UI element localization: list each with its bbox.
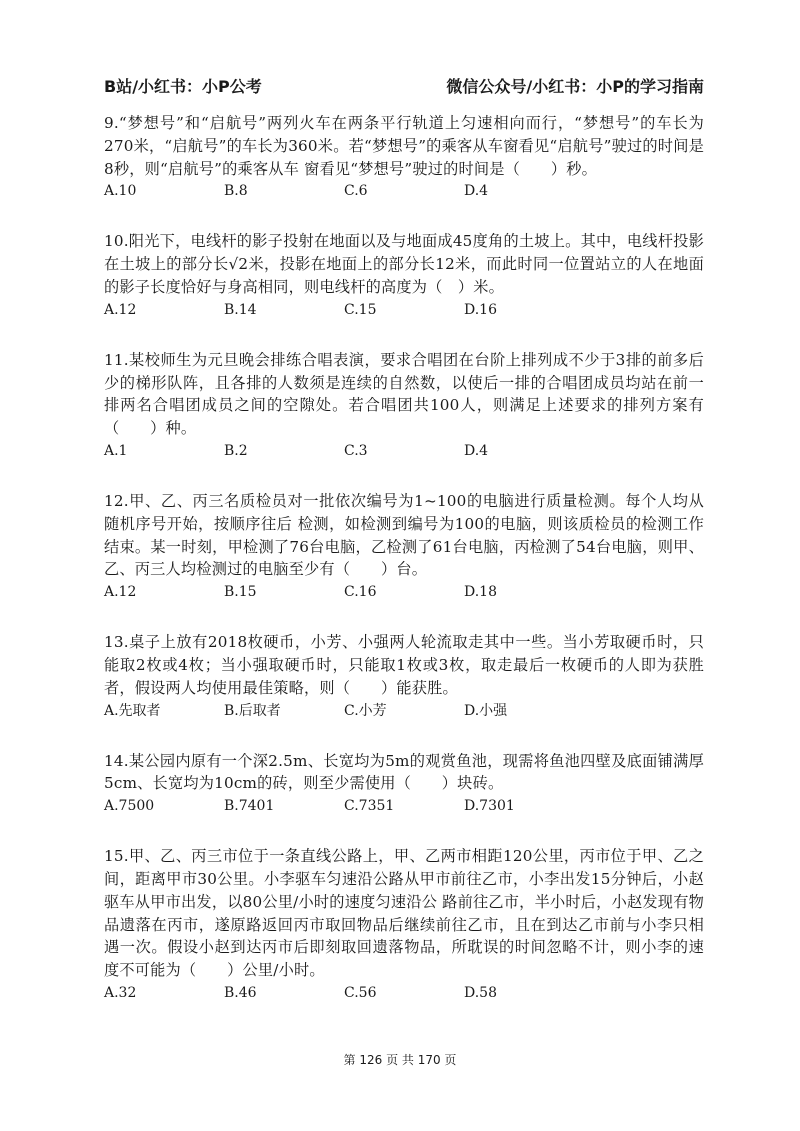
option-b: B.2 xyxy=(224,442,248,459)
question-11 xyxy=(104,349,704,461)
option-a: A.7500 xyxy=(104,798,155,815)
option-row xyxy=(104,796,704,816)
question-text: 12.甲、乙、丙三名质检员对一批依次编号为1~100的电脑进行质量检测。每个人均从随机序号开始，按顺序往后 检测，如检测到编号为100的电脑，则该质检员的检测工作结束。某一时刻，甲检测了76台电脑，乙检测了61台电脑，丙检测了54台电脑，则甲、乙、丙三人均检测过的电脑至少有（ ）台。 xyxy=(104,491,704,579)
option-d: D.7301 xyxy=(464,798,515,815)
option-c: C.3 xyxy=(344,442,368,459)
question-text: 13.桌子上放有2018枚硬币，小芳、小强两人轮流取走其中一些。当小芳取硬币时，只能取2枚或4枚；当小强取硬币时，只能取1枚或3枚，取走最后一枚硬币的人即为获胜者，假设两人均使用最佳策略，则（ ）能获胜。 xyxy=(104,633,704,697)
header-right-text: 微信公众号/小红书：小P的学习指南 xyxy=(446,77,704,96)
question-text: 9.“梦想号”和“启航号”两列火车在两条平行轨道上匀速相向而行，“梦想号”的车长为270米，“启航号”的车长为360米。若“梦想号”的乘客从车窗看见“启航号”驶过的时间是8秒，则“启航号”的乘客从车 窗看见“梦想号”驶过的时间是（ ）秒。 xyxy=(104,114,704,178)
page-number: 第 126 页 共 170 页 xyxy=(343,1053,457,1067)
option-b: B.15 xyxy=(224,584,257,601)
option-row xyxy=(104,582,704,602)
option-b: B.46 xyxy=(224,984,257,1001)
option-c: C.6 xyxy=(344,183,368,200)
option-row xyxy=(104,983,704,1003)
question-10 xyxy=(104,230,704,319)
option-c: C.56 xyxy=(344,984,377,1001)
question-14 xyxy=(104,750,704,817)
page-header xyxy=(104,74,704,97)
option-d: D.58 xyxy=(464,984,497,1001)
option-b: B.8 xyxy=(224,183,248,200)
option-d: D.18 xyxy=(464,584,497,601)
option-b: B.后取者 xyxy=(224,702,281,719)
question-list xyxy=(104,112,704,1032)
option-c: C.小芳 xyxy=(344,702,387,719)
option-d: D.4 xyxy=(464,442,489,459)
question-12 xyxy=(104,490,704,602)
question-text: 11.某校师生为元旦晚会排练合唱表演，要求合唱团在台阶上排列成不少于3排的前多后少的梯形队阵，且各排的人数须是连续的自然数，以使后一排的合唱团成员均站在前一排两名合唱团成员之间的空隙处。若合唱团共100人，则满足上述要求的排列方案有（ ）种。 xyxy=(104,350,704,438)
question-15 xyxy=(104,845,704,1003)
option-a: A.先取者 xyxy=(104,702,161,719)
header-left-text: B站/小红书：小P公考 xyxy=(104,77,262,96)
option-row xyxy=(104,181,704,201)
option-row xyxy=(104,300,704,320)
option-a: A.12 xyxy=(104,584,137,601)
option-a: A.1 xyxy=(104,442,128,459)
question-text: 15.甲、乙、丙三市位于一条直线公路上，甲、乙两市相距120公里，丙市位于甲、乙之间，距离甲市30公里。小李驱车匀速沿公路从甲市前往乙市，小李出发15分钟后，小赵驱车从甲市出发，以80公里/小时的速度匀速沿公 路前往乙市，半小时后，小赵发现有物品遗落在丙市，遂原路返回丙市取回物品后继续前往乙市，且在到达乙市前与小李只相遇一次。假设小赵到达丙市后即刻取回遗落物品，所耽误的时间忽略不计，则小李的速度不可能为（ ）公里/小时。 xyxy=(104,847,704,980)
question-13 xyxy=(104,631,704,720)
option-d: D.小强 xyxy=(464,702,508,719)
option-b: B.7401 xyxy=(224,798,275,815)
option-b: B.14 xyxy=(224,301,257,318)
question-text: 14.某公园内原有一个深2.5m、长宽均为5m的观赏鱼池，现需将鱼池四壁及底面铺满厚5cm、长宽均为10cm的砖，则至少需使用（ ）块砖。 xyxy=(104,751,704,793)
option-c: C.16 xyxy=(344,584,377,601)
option-c: C.15 xyxy=(344,301,377,318)
question-9 xyxy=(104,112,704,201)
option-row xyxy=(104,701,704,721)
option-a: A.10 xyxy=(104,183,137,200)
question-text: 10.阳光下，电线杆的影子投射在地面以及与地面成45度角的土坡上。其中，电线杆投影在土坡上的部分长√2米，投影在地面上的部分长12米，而此时同一位置站立的人在地面的影子长度恰好与身高相同，则电线杆的高度为（ ）米。 xyxy=(104,232,704,296)
option-a: A.12 xyxy=(104,301,137,318)
option-c: C.7351 xyxy=(344,798,395,815)
option-d: D.16 xyxy=(464,301,497,318)
option-a: A.32 xyxy=(104,984,137,1001)
option-row xyxy=(104,441,704,461)
option-d: D.4 xyxy=(464,183,489,200)
